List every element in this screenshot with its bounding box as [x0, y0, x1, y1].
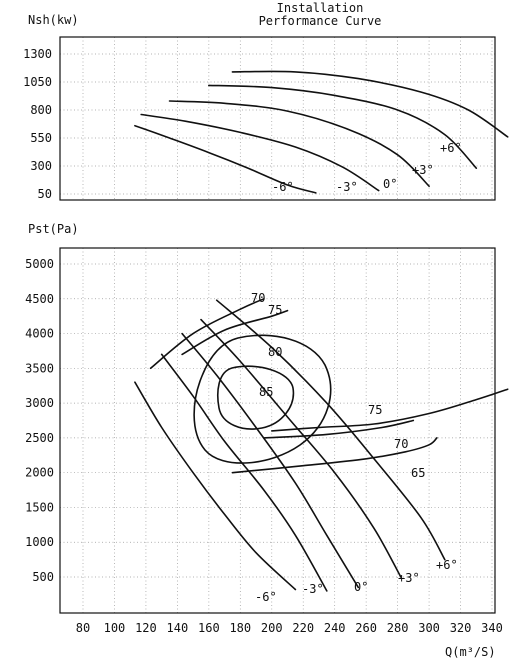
eff-label-75-right: 75 — [368, 403, 383, 417]
eff-label-75-top: 75 — [268, 303, 283, 317]
top-label-plus3: +3° — [412, 163, 434, 177]
bottom-y-tick-label: 4500 — [25, 291, 54, 306]
bottom-x-tick-label: 320 — [449, 621, 472, 635]
bottom-y-tick-label: 1500 — [25, 500, 54, 515]
top-power-curve — [232, 71, 507, 136]
bottom-pressure-curves — [135, 299, 508, 591]
bottom-x-tick-label: 300 — [418, 621, 440, 635]
top-y-axis-label: Nsh(kw) — [28, 13, 79, 27]
top-power-curve — [170, 101, 430, 186]
bottom-label-plus6: +6° — [436, 558, 458, 572]
bottom-x-tick-label: 220 — [292, 621, 315, 635]
bottom-y-tick-label: 4000 — [25, 326, 54, 341]
top-label-0: 0° — [383, 177, 398, 191]
bottom-y-tick-label: 3500 — [25, 361, 54, 376]
top-label-minus3: -3° — [336, 180, 358, 194]
bottom-curve — [272, 389, 508, 431]
eff-label-65-right: 65 — [411, 466, 426, 480]
top-label-plus6: +6° — [440, 141, 462, 155]
eff-label-80: 80 — [268, 345, 283, 359]
bottom-y-tick-label: 1000 — [25, 535, 54, 550]
bottom-x-tick-label: 100 — [103, 621, 126, 635]
bottom-x-tick-label: 80 — [75, 621, 91, 635]
bottom-label-plus3: +3° — [398, 571, 420, 585]
bottom-label-minus3: -3° — [302, 582, 324, 596]
top-y-tick-label: 550 — [30, 131, 52, 145]
bottom-x-axis-label: Q(m³/S) — [445, 645, 496, 659]
eff-label-70-top: 70 — [251, 291, 266, 305]
bottom-y-tick-label: 5000 — [25, 257, 54, 271]
top-y-tick-label: 1050 — [23, 75, 52, 89]
top-y-tick-labels — [23, 47, 52, 201]
eff-label-70-right: 70 — [394, 437, 409, 451]
bottom-y-tick-labels — [25, 257, 54, 584]
bottom-x-tick-label: 180 — [229, 621, 252, 635]
bottom-x-tick-label: 120 — [135, 621, 157, 635]
bottom-label-minus6: -6° — [255, 590, 277, 604]
top-y-tick-label: 300 — [30, 159, 52, 173]
bottom-curve — [217, 300, 445, 559]
top-y-tick-label: 800 — [30, 103, 52, 117]
bottom-x-tick-labels — [76, 621, 503, 635]
bottom-x-tick-label: 160 — [198, 621, 220, 635]
bottom-x-tick-label: 340 — [481, 621, 503, 635]
chart-title-line2: Performance Curve — [258, 14, 382, 28]
eff-label-85: 85 — [259, 385, 274, 399]
top-y-tick-label: 1300 — [23, 47, 52, 61]
bottom-y-tick-label: 2000 — [25, 465, 54, 480]
bottom-x-tick-label: 260 — [355, 621, 377, 635]
bottom-x-tick-label: 280 — [386, 621, 409, 635]
bottom-x-tick-label: 240 — [323, 621, 346, 635]
bottom-y-axis-label: Pst(Pa) — [28, 222, 79, 236]
bottom-y-tick-label: 3000 — [25, 396, 54, 411]
chart-title-line1: Installation — [276, 1, 364, 15]
bottom-curve — [135, 382, 296, 589]
bottom-label-0: 0° — [354, 580, 369, 594]
top-y-tick-label: 50 — [37, 187, 52, 201]
bottom-x-tick-label: 200 — [260, 621, 283, 635]
bottom-x-tick-label: 140 — [166, 621, 189, 635]
efficiency-contour-85 — [218, 366, 294, 429]
bottom-y-tick-label: 2500 — [25, 430, 54, 445]
efficiency-labels — [251, 291, 425, 480]
top-power-curves — [135, 71, 508, 192]
bottom-y-tick-label: 500 — [32, 570, 54, 584]
top-label-minus6: -6° — [272, 180, 294, 194]
